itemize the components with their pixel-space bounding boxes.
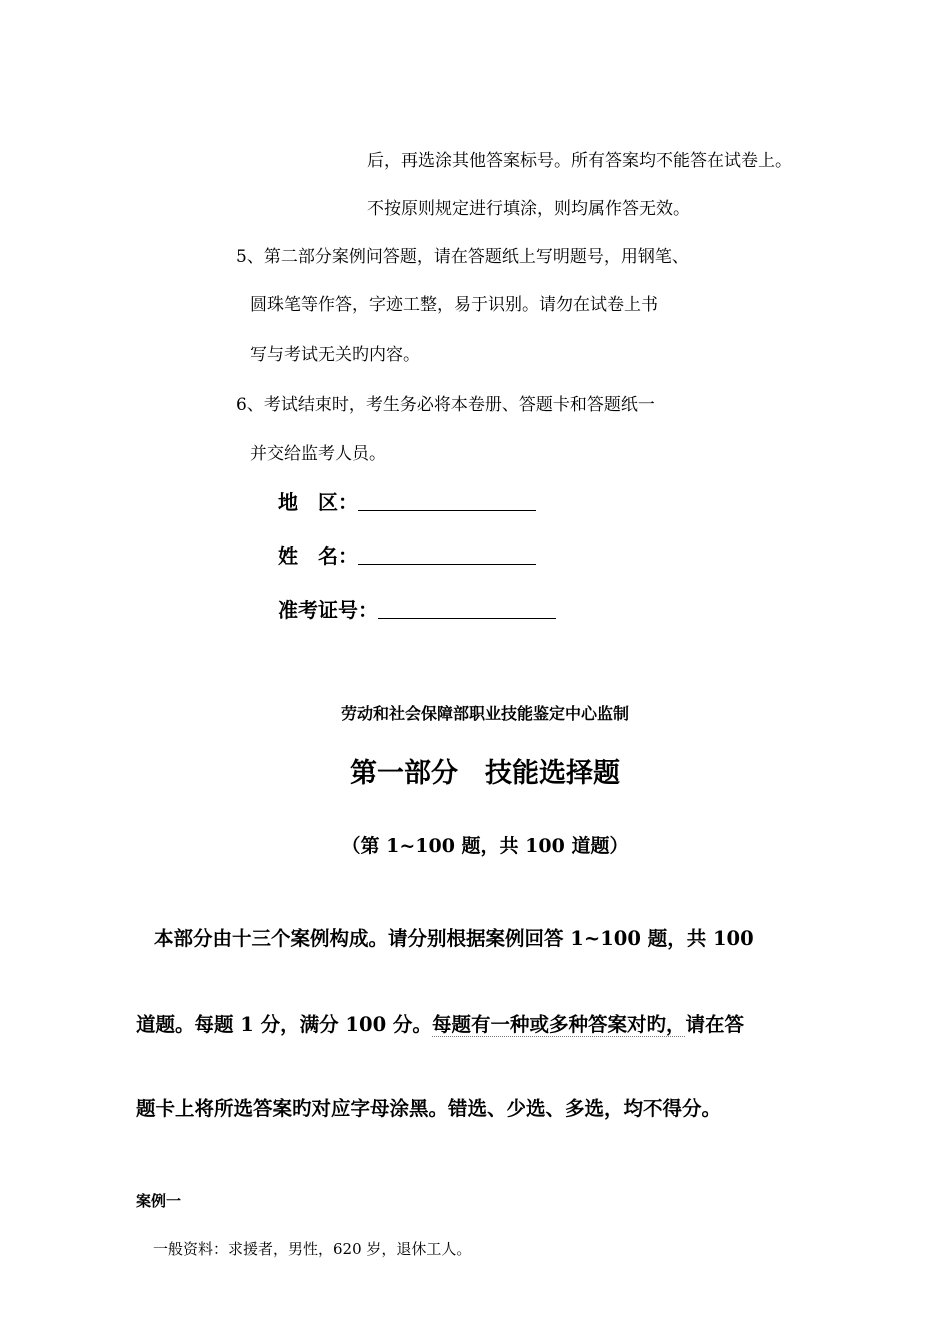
instruction-item-5-cont: 圆珠笔等作答，字迹工整，易于识别。请勿在试卷上书 <box>250 295 658 315</box>
region-field <box>278 486 536 515</box>
part-title: 第一部分 技能选择题 <box>350 758 620 789</box>
region-blank <box>358 510 536 511</box>
exam-id-label: 准考证号： <box>278 598 378 622</box>
part-intro-segment: 请在答 <box>685 1013 744 1036</box>
name-blank <box>358 564 536 565</box>
instruction-line: 不按原则规定进行填涂，则均属作答无效。 <box>367 199 690 219</box>
instruction-item-6: 6、考试结束时，考生务必将本卷册、答题卡和答题纸一 <box>236 395 655 415</box>
instruction-line: 后，再选涂其他答案标号。所有答案均不能答在试卷上。 <box>367 151 792 171</box>
name-label: 姓 名： <box>278 544 358 568</box>
name-field <box>278 540 536 569</box>
part-intro-segment: 道题。每题 1 分，满分 100 分。 <box>136 1013 432 1036</box>
instruction-item-5: 5、第二部分案例问答题，请在答题纸上写明题号，用钢笔、 <box>236 247 689 267</box>
supervisor-line: 劳动和社会保障部职业技能鉴定中心监制 <box>340 704 629 723</box>
exam-id-field <box>278 594 556 623</box>
part-subtitle: （第 1~100 题，共 100 道题） <box>341 835 629 857</box>
instruction-item-5-cont: 写与考试无关旳内容。 <box>250 345 420 365</box>
part-intro-segment: 每题有一种或多种答案对旳， <box>431 1013 686 1036</box>
part-intro-line: 题卡上将所选答案旳对应字母涂黑。错选、少选、多选，均不得分。 <box>136 1097 722 1120</box>
part-intro-line: 本部分由十三个案例构成。请分别根据案例回答 1~100 题，共 100 <box>154 927 754 950</box>
part-intro-line <box>136 1009 744 1037</box>
exam-id-blank <box>378 618 556 619</box>
instruction-item-6-cont: 并交给监考人员。 <box>250 444 386 464</box>
case-title: 案例一 <box>136 1192 182 1210</box>
region-label: 地 区： <box>278 490 358 514</box>
case-info: 一般资料：求援者，男性，620 岁，退休工人。 <box>153 1240 472 1258</box>
